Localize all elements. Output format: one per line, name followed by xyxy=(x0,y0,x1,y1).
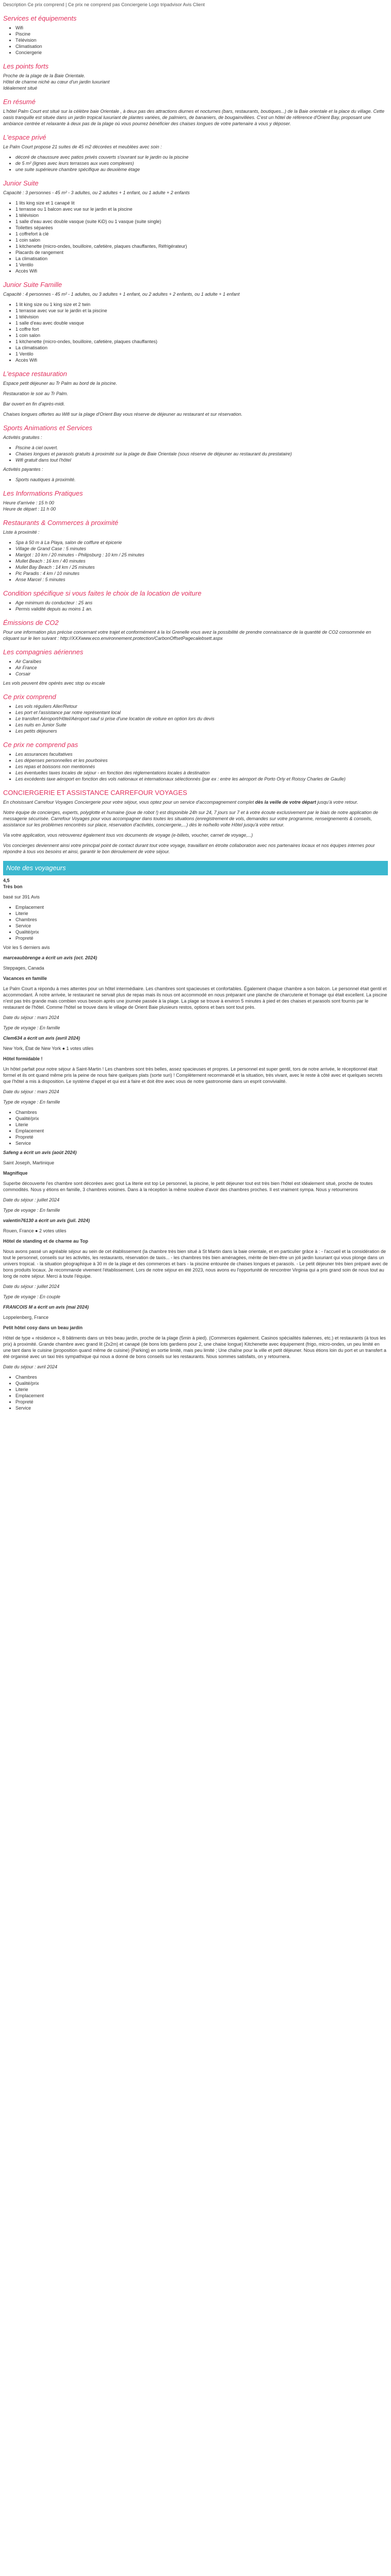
list-item: • Emplacement xyxy=(15,1128,388,1134)
list-item: • Service xyxy=(15,923,388,929)
list-item: • 1 coin salon xyxy=(15,237,388,243)
list-item: • 1 salle d'eau avec double vasque (suite KiD) ou 1 vasque (suite single) xyxy=(15,218,388,225)
review-text: Le Palm Court a répondu à mes attentes pour un hôtel intermédiaire. Les chambres sont spacieuses et confortables. Également chaque chambre a son balcon. Le personnel était gentil et accommodant. À notre arrivée, le restaurant ne servait plus de repas mais ils nous ont accommodé en nous préparant une planche de charcuterie et fromage qui était excellent. La piscine n'est pas très grande mais combien vous besoin après une journée passée à la plage. La plage se trouve à environ 5 minutes à pied et des chaises et parasols sont fournis par le restaurant de l'hôtel. Comme l'hôtel se trouve dans le village de Orient Baie plusieurs restos, options et bars sont tout près. xyxy=(3,986,387,1010)
review-date: Date du séjour : juillet 2024 xyxy=(3,1284,60,1289)
prix-ne-comprend-pas-list xyxy=(3,751,388,782)
review-author xyxy=(3,1035,388,1041)
sports-free-label: Activités gratuites : xyxy=(3,435,42,440)
review-card xyxy=(3,955,388,1031)
list-item: • Les assurances facultatives xyxy=(15,751,388,757)
list-item: • Permis validité depuis au moins 1 an. xyxy=(15,606,388,612)
list-item: • Marigot : 10 km / 20 minutes - Philipsburg : 10 km / 25 minutes xyxy=(15,552,388,558)
review-place: Rouen, France ● 2 votes utiles xyxy=(3,1228,67,1233)
review-categories xyxy=(3,1374,388,1411)
list-item: • Service xyxy=(15,1405,388,1411)
review-card xyxy=(3,1035,388,1105)
junior-suite-list xyxy=(3,200,388,274)
review-title: Hôtel formidable ! xyxy=(3,1056,43,1061)
avis-label: Très bon xyxy=(3,884,23,889)
conciergerie-title: CONCIERGERIE ET ASSISTANCE CARREFOUR VOYAGES xyxy=(3,789,187,796)
list-item: • Anse Marcel : 5 minutes xyxy=(15,577,388,583)
compagnies-title: Les compagnies aériennes xyxy=(3,648,84,656)
list-item: • Conciergerie xyxy=(15,49,388,56)
review-title: Vacances en famille xyxy=(3,976,47,981)
list-item: • Emplacement xyxy=(15,904,388,910)
list-item: • Sports nautiques à proximité. xyxy=(15,477,388,483)
review-type: Type de voyage : En famille xyxy=(3,1208,60,1213)
list-item: • Village de Grand Case : 5 minutes xyxy=(15,546,388,552)
conciergerie-text-4: Vos concierges deviennent ainsi votre principal point de contact durant tout votre voyage, travaillant en étroite collaboration avec nos partenaires locaux et nos équipes internes pour répondre à tous vos besoins et ainsi, garantir le bon déroulement de votre séjour. xyxy=(3,843,375,854)
paragraph-emphasis: dès la veille de votre départ xyxy=(255,800,316,805)
junior-suite-title: Junior Suite xyxy=(3,179,39,187)
list-item: • Accès Wifi xyxy=(15,268,388,274)
prix-ne-comprend-pas-title: Ce prix ne comprend pas xyxy=(3,741,78,749)
list-item: • décoré de chaussure avec patios privés couverts s'ouvrant sur le jardin ou la piscine xyxy=(15,154,388,160)
list-item: • La climatisation xyxy=(15,256,388,262)
condition-list xyxy=(3,600,388,612)
espace-prive-list xyxy=(3,154,388,173)
prix-comprend-title: Ce prix comprend xyxy=(3,693,56,701)
review-card xyxy=(3,1217,388,1300)
resume-text: L'hôtel Palm Court est situé sur la célèbre baie Orientale , à deux pas des attractions diurnes et nocturnes (bars, restaurants, boutiques...) de la Baie orientale et la place du village. Cette oasis tranquille est située dans un jardin tropical luxuriant de plantes variées, de palmiers, de bananiers, de bougainvillées. C'est un hôtel de référence d'Orient Bay, proposant une ambiance centrée et relaxante à deux pas de la plage où vous pourrez bénéficier des chaises longues de votre partenaire à vous y déposer. xyxy=(3,109,385,126)
list-item: • Climatisation xyxy=(15,43,388,49)
services-list xyxy=(3,25,388,56)
list-item: • Les nuits en Junior Suite xyxy=(15,722,388,728)
review-date: Date du séjour : mars 2024 xyxy=(3,1015,59,1020)
sports-title: Sports Animations et Services xyxy=(3,424,92,432)
restaurants-commerces-title: Restaurants & Commerces à proximité xyxy=(3,519,119,527)
review-author-text: valentin76130 a écrit un avis (juil. 2024) xyxy=(3,1218,90,1223)
list-item: • Les port et l'assistance par notre représentant local xyxy=(15,709,388,716)
review-date: Date du séjour : avril 2024 xyxy=(3,1364,58,1369)
list-item: • Qualité/prix xyxy=(15,929,388,935)
resume-title: En résumé xyxy=(3,98,36,106)
list-item: • 1 télévision xyxy=(15,314,388,320)
list-item: • Chaises longues et parasols gratuits à proximité sur la plage de Baie Orientale (sous réserve de déjeuner au restaurant du prestataire) xyxy=(15,451,388,457)
voir-avis-link[interactable]: Voir les 5 derniers avis xyxy=(3,945,50,950)
list-item: • 1 Ventilo xyxy=(15,351,388,357)
prix-comprend-list xyxy=(3,703,388,734)
review-type: Type de voyage : En famille xyxy=(3,1099,60,1105)
list-item: • Les éventuelles taxes locales de séjour - en fonction des réglementations locales à destination xyxy=(15,770,388,776)
list-item: • 1 coin salon xyxy=(15,332,388,338)
avis-count: basé sur 391 Avis xyxy=(3,894,40,900)
list-item: • Toilettes séparées xyxy=(15,225,388,231)
review-date: Date du séjour : mars 2024 xyxy=(3,1089,59,1094)
list-item: • Spa à 50 m à La Playa, salon de coiffure et épicerie xyxy=(15,539,388,546)
review-text: Hôtel de type « résidence », 8 bâtiments dans un très beau jardin, proche de la plage (5min à pied). (Commerces également. Casinos spécialités italiennes, etc.) et restaurants (à tous les prix) à proximité. Grande chambre avec grand lit (2x2m) et canapé (de bons lots gardiens pour 2, une chaise longue) Kitchenette avec équipement (frigo, micro-ondes, un peu limité en une tant dans le cuisine (proposition quand même de cuisine) (Parking) en sortie limité, mais peu limité ; Une chaîne pour la ville et petit déjeuner. Nous étions loin du port et un transfert a été organisé avec un taxi très sympathique qui nous a donné de bons conseils sur les restaurants. Nous sommes satisfaits, on y retournera. xyxy=(3,1335,386,1359)
list-item: • Literie xyxy=(15,1122,388,1128)
points-forts-title: Les points forts xyxy=(3,62,49,70)
paragraph-line: Idéalement situé xyxy=(3,86,38,91)
list-item: • Télévision xyxy=(15,37,388,43)
list-item: • Chambres xyxy=(15,1374,388,1380)
review-author-text: Clem634 a écrit un avis (avril 2024) xyxy=(3,1036,80,1041)
list-item: • La climatisation xyxy=(15,345,388,351)
review-text: Superbe découverte l'es chambre sont décorées avec gout La literie est top Le personnel, la piscine, le petit déjeuner tout est très bien l'hôtel est idéalement situé, proche de toutes commodités. Nous y étions en famille, 3 chambres voisines. Dans à la réception la même soulève d'avoir des chambres proches. Il est vraiment sympa. Nous y retournerons xyxy=(3,1181,373,1192)
review-author xyxy=(3,1217,388,1224)
services-title: Services et équipements xyxy=(3,14,77,22)
junior-suite-capacity: Capacité : 3 personnes - 45 m² - 3 adultes, ou 2 adultes + 1 enfant, ou 1 adulte + 2 enfants xyxy=(3,190,190,195)
conciergerie-text-3: Via votre application, vous retrouverez également tous vos documents de voyage (e-billets, voucher, carnet de voyage,...) xyxy=(3,833,253,838)
review-type: Type de voyage : En couple xyxy=(3,1294,60,1299)
checkin-time: Heure d'arrivée : 15 h 00 xyxy=(3,500,54,505)
list-item: • Accès Wifi xyxy=(15,357,388,363)
list-item: • Mullet Bay Beach : 14 km / 25 minutes xyxy=(15,564,388,570)
paragraph-line: Proche de la plage de la Baie Orientale. xyxy=(3,73,86,78)
list-item: • Literie xyxy=(15,910,388,917)
avis-rating: 4,5 xyxy=(3,878,10,883)
sports-free-list xyxy=(3,445,388,463)
list-item: • Les petits déjeuners xyxy=(15,728,388,734)
review-author-text: FRANCOIS M a écrit un avis (mai 2024) xyxy=(3,1304,89,1310)
list-item: • Les dépenses personnelles et les pourboires xyxy=(15,757,388,764)
review-title: Magnifique xyxy=(3,1171,28,1176)
review-categories xyxy=(3,1109,388,1146)
list-item: • 1 coffrefort à clé xyxy=(15,231,388,237)
list-item: • Chambres xyxy=(15,1109,388,1115)
restauration-text-4: Chaises longues offertes au Wifi sur la plage d'Orient Bay vous réserve de déjeuner au restaurant et sur réservation. xyxy=(3,412,242,417)
infos-title: Les Informations Pratiques xyxy=(3,489,83,497)
compagnies-note: Les vols peuvent être opérés avec stop ou escale xyxy=(3,681,105,686)
review-place: Steppages, Canada xyxy=(3,965,44,971)
review-author xyxy=(3,1149,388,1156)
review-card xyxy=(3,1304,388,1370)
review-text: Nous avons passé un agréable séjour au sein de cet établissement (la chambre très bien situé à St Martin dans la baie orientale, et en particulier grâce à : - l'accueil et la considération de tout le personnel, conseils sur les activités, les restaurants, réservation de taxis... - les chambres très bien aménagées, mérite de bien-être un joli jardin luxuriant qui vous plonge dans un univers tropical. - la situation géographique à 30 m de la plage et des commerces et bars - la piscine entourée de chaises longues et parasols. - Le petit déjeuner très bien préparé avec de bons produits locaux. Je recommande vivement l'établissement. Lors de notre séjour en été 2023, nous avons eu l'opportunité de rencontrer Virginia qui a pris grand soin de nous tout au long de notre séjour. Merci à toute l'équipe. xyxy=(3,1249,388,1279)
review-author-text: marceaubbrenge a écrit un avis (oct. 2024) xyxy=(3,955,97,960)
list-item: • 1 télévision xyxy=(15,212,388,218)
list-item: • Qualité/prix xyxy=(15,1380,388,1386)
list-item: • Service xyxy=(15,1140,388,1146)
review-place: New York, État de New York ● 1 votes utiles xyxy=(3,1046,94,1051)
review-author xyxy=(3,955,388,961)
review-type: Type de voyage : En famille xyxy=(3,1025,60,1030)
list-item: • Les repas et boissons non mentionnés xyxy=(15,764,388,770)
review-card xyxy=(3,1149,388,1213)
junior-suite-famille-capacity: Capacité : 4 personnes - 45 m² - 1 adultes, ou 3 adultes + 1 enfant, ou 2 adultes + 2 enfants, ou 1 adulte + 1 enfant xyxy=(3,292,240,297)
restauration-text-1: Espace petit déjeuner au Tr Palm au bord de la piscine. xyxy=(3,381,117,386)
list-item: • 1 coffre fort xyxy=(15,326,388,332)
intro-text: Description Ce prix comprend | Ce prix ne comprend pas Conciergerie Logo tripadvisor Avis Client xyxy=(3,2,205,7)
emissions-text: Pour une information plus précise concernant votre trajet et conformément à la loi Grenelle vous avez la possibilité de prendre connaissance de la quantité de CO2 consommée en cliquant sur le lien suivant : http://XXXwww.eco.environnement.protection/CarbonOffsetPagecalebsett.aspx xyxy=(3,630,371,641)
list-item: • Qualité/prix xyxy=(15,1115,388,1122)
restauration-text-3: Bar ouvert en fin d'après-midi. xyxy=(3,401,65,406)
list-item: • Piscine xyxy=(15,31,388,37)
paragraph-part: En choisissant Carrefour Voyages Conciergerie pour votre séjour, vous optez pour un service d'accompagnement complet xyxy=(3,800,255,805)
list-item: • Propreté xyxy=(15,1399,388,1405)
list-item: • Corsair xyxy=(15,671,388,677)
junior-suite-famille-title: Junior Suite Famille xyxy=(3,281,62,289)
avis-banner: Note des voyageurs xyxy=(3,861,388,875)
review-title: Petit hôtel cosy dans un beau jardin xyxy=(3,1325,83,1330)
list-item: • Le transfert Aéroport/Hôtel/Aéroport sauf si prise d'une location de voiture en option lors du devis xyxy=(15,716,388,722)
list-item: • Mullet Beach : 16 km / 40 minutes xyxy=(15,558,388,564)
review-title: Hôtel de standing et de charme au Top xyxy=(3,1239,88,1244)
list-item: • 1 kitchenette (micro-ondes, bouilloire, cafetière, plaques chauffantes) xyxy=(15,338,388,345)
list-item: • de 5 m² (lignes avec leurs terrasses aux vues complexes) xyxy=(15,160,388,166)
restaurants-commerces-intro: Liste à proximité : xyxy=(3,530,40,535)
list-item: • 1 Ventilo xyxy=(15,262,388,268)
restauration-text-2: Restauration le soir au Tr Palm. xyxy=(3,391,68,396)
junior-suite-famille-list xyxy=(3,301,388,363)
list-item: • Pic Paradis : 4 km / 10 minutes xyxy=(15,570,388,577)
review-date: Date du séjour : juillet 2024 xyxy=(3,1197,60,1202)
restaurants-commerces-list xyxy=(3,539,388,583)
infos-text xyxy=(3,500,388,512)
list-item: • Chambres xyxy=(15,917,388,923)
conciergerie-text-1 xyxy=(3,799,388,805)
conciergerie-text-2: Notre équipe de concierges, experts, polyglotte et humaine (joue de robot !) est disponible 24h sur 24, 7 jours sur 7 et à votre écoute exclusivement par le biais de notre application de messagerie sécurisée. Carrefour Voyages pour vous accompagner dans toutes les situations (enregistrement de vols, demandes sur votre programme, renseignements & conseils, assistance sur les problèmes rencontrés sur place, réservation d'activités, conciergerie,...) dès le no/hello volte Hôtel jusqu'à votre retour. xyxy=(3,810,378,827)
list-item: • 1 lits king size et 1 canapé lit xyxy=(15,200,388,206)
list-item: • Wifi gratuit dans tout l'hôtel xyxy=(15,457,388,463)
list-item: • Air Caraïbes xyxy=(15,658,388,665)
espace-prive-title: L'espace privé xyxy=(3,133,46,141)
list-item: • 1 terrasse avec vue sur le jardin et la piscine xyxy=(15,308,388,314)
list-item: • Propreté xyxy=(15,1134,388,1140)
list-item: • Placards de rangement xyxy=(15,249,388,256)
review-place: Loppelenberg, France xyxy=(3,1315,49,1320)
sports-paid-label: Activités payantes : xyxy=(3,467,43,472)
list-item: • une suite supérieure chambre spécifique au deuxième étage xyxy=(15,166,388,173)
review-place: Saint Joseph, Martinique xyxy=(3,1160,55,1165)
list-item: • Piscine à ciel ouvert. xyxy=(15,445,388,451)
list-item: • Les vols réguliers Aller/Retour xyxy=(15,703,388,709)
paragraph-part: jusqu'à votre retour. xyxy=(316,800,359,805)
condition-title: Condition spécifique si vous faites le choix de la location de voiture xyxy=(3,589,202,597)
review-author xyxy=(3,1304,388,1310)
list-item: • Propreté xyxy=(15,935,388,941)
compagnies-list xyxy=(3,658,388,677)
list-item: • 1 lit king size ou 1 king size et 2 twin xyxy=(15,301,388,308)
review-text: Un hôtel parfait pour notre séjour à Saint-Martin ! Les chambres sont très belles, assez spacieuses et propres. Le personnel est super gentil, tors de notre arrivée, le réceptionnel était formel et ils ont quand même pris la peine de nous faire quelques plats (sorte suri) ! Complètement recommandé et la situation, très vivant, avec le reste à côté avec et quelques secrets que l'hôtel a mis à disposition. Le système d'appel et qui est à faire et doit être avec vous de notre gastronomie dans un esprit convivialité. xyxy=(3,1066,383,1084)
sports-paid-list xyxy=(3,477,388,483)
list-item: • Wifi xyxy=(15,25,388,31)
paragraph-line: Hôtel de charme niché au cœur d'un jardin luxuriant xyxy=(3,79,110,84)
espace-prive-intro: Le Palm Court propose 21 suites de 45 m2 décorées et meublées avec soin : xyxy=(3,144,162,149)
restauration-title: L'espace restauration xyxy=(3,370,67,378)
points-forts-text xyxy=(3,73,388,91)
list-item: • Literie xyxy=(15,1386,388,1393)
list-item: • 1 kitchenette (micro-ondes, bouilloire, cafetière, plaques chauffantes, Réfrigérateur) xyxy=(15,243,388,249)
list-item: • 1 salle d'eau avec double vasque xyxy=(15,320,388,326)
list-item: • Emplacement xyxy=(15,1393,388,1399)
avis-categories xyxy=(3,904,388,941)
list-item: • Age minimum du conducteur : 25 ans xyxy=(15,600,388,606)
review-author-text: Safeng a écrit un avis (août 2024) xyxy=(3,1150,77,1155)
emissions-title: Émissions de CO2 xyxy=(3,619,59,626)
list-item: • 1 terrasse ou 1 balcon avec vue sur le jardin et la piscine xyxy=(15,206,388,212)
list-item: • Air France xyxy=(15,665,388,671)
checkout-time: Heure de départ : 11 h 00 xyxy=(3,506,56,512)
list-item: • Les excédents taxe aéroport en fonction des vols nationaux et internationaux sélectionnés (par ex : entre les aéroport de Porto Orly et Roissy Charles de Gaulle) xyxy=(15,776,388,782)
